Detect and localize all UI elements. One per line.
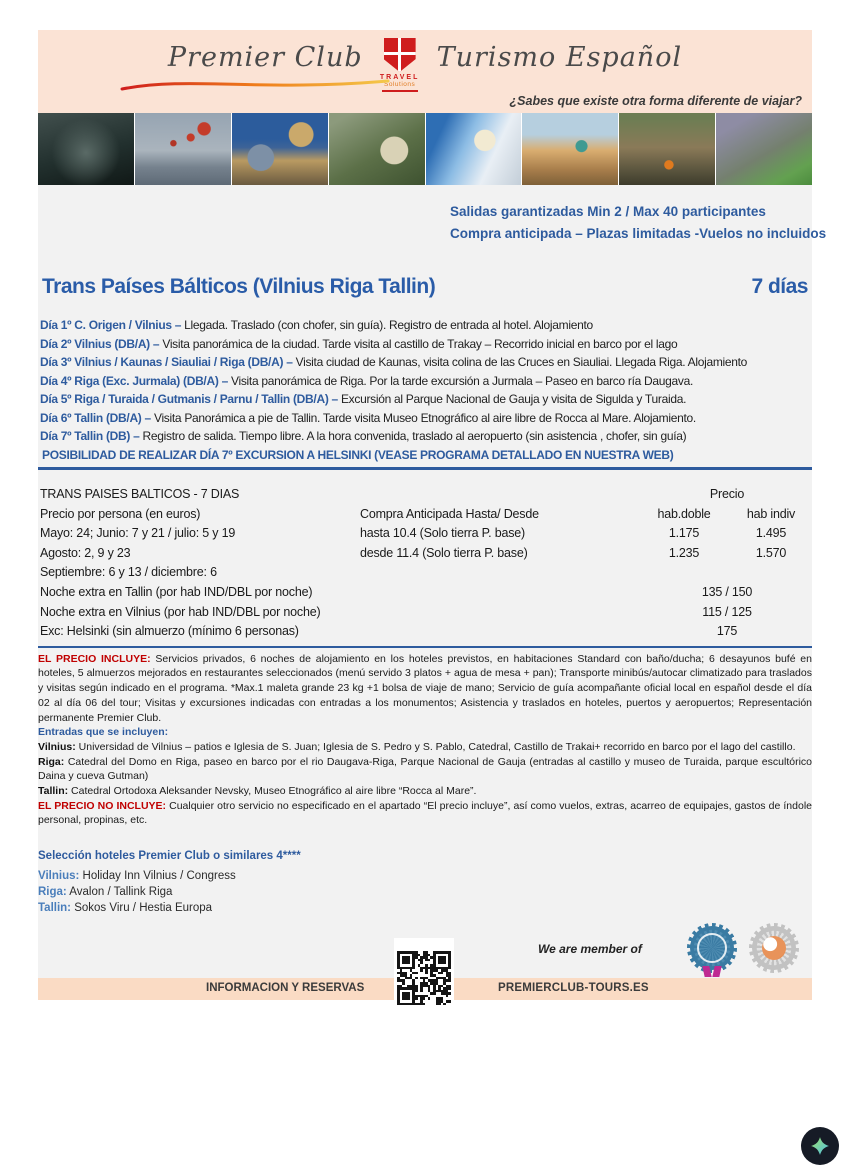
extra-value: 135 / 150 [701, 584, 753, 599]
website-link[interactable]: PREMIERCLUB-TOURS.ES [498, 982, 649, 995]
entries-riga-label: Riga: [38, 755, 65, 768]
col-header-doble: hab.doble [657, 506, 711, 521]
table-cell: desde 11.4 (Solo tierra P. base) [360, 545, 528, 560]
itinerary-day-6 [40, 409, 812, 428]
price-not-includes-label: EL PRECIO NO INCLUYE: [38, 799, 167, 812]
photo-palace-domes-dusk [232, 113, 328, 185]
brand-turismo-espanol: Turismo Español [436, 42, 683, 73]
extra-value: 115 / 125 [702, 604, 752, 619]
entries-tallin [38, 784, 812, 799]
col-header-persona: Precio por persona (en euros) [40, 506, 201, 521]
photo-city-wall-red-lanterns [135, 113, 231, 185]
member-of-text: We are member of [538, 942, 642, 957]
entries-riga [38, 755, 812, 784]
entries-vilnius [38, 740, 812, 755]
price-not-includes-paragraph [38, 799, 812, 828]
logo-travel-text: TRAVEL [379, 74, 420, 81]
photo-cathedral-aerial-park [329, 113, 425, 185]
itinerary-day-5 [40, 390, 812, 409]
day-1-label: Día 1º C. Origen / Vilnius – [40, 318, 182, 332]
membership-badge-silver-icon [752, 926, 796, 970]
tour-title-row [42, 275, 808, 299]
day-6-label: Día 6º Tallin (DB/A) – [40, 410, 151, 425]
hotel-riga-text: Avalon / Tallink Riga [66, 886, 173, 899]
day-2-label: Día 2º Vilnius (DB/A) – [40, 336, 160, 351]
hotel-riga-label: Riga: [38, 886, 67, 899]
table-cell: 1.235 [668, 545, 700, 560]
conditions-block [38, 652, 812, 828]
photo-old-desert-city [522, 113, 618, 185]
swoosh-decoration [120, 74, 390, 94]
hotel-tallin-label: Tallin: [38, 902, 72, 915]
hotel-riga [38, 884, 812, 900]
helsinki-possibility-note: POSIBILIDAD DE REALIZAR DÍA 7º EXCURSION A HELSINKI (VEASE PROGRAMA DETALLADO EN NUESTRA WEB) [42, 447, 674, 462]
four-point-star-icon [807, 1133, 833, 1159]
table-cell: 1.495 [755, 526, 787, 541]
price-not-includes-text: Cualquier otro servicio no especificado en el apartado “El precio incluye”, así como vuelos, extras, acarreo de equipajes, gastos de índole personal, propinas, etc. [38, 799, 812, 827]
day-7-label: Día 7º Tallin (DB) – [40, 429, 140, 443]
hotels-section [38, 848, 812, 916]
photo-strip [38, 113, 812, 185]
itinerary-day-4 [40, 372, 812, 391]
table-cell [728, 563, 814, 583]
day-4-label: Día 4º Riga (Exc. Jurmala) (DB/A) – [40, 373, 228, 388]
table-cell: Mayo: 24; Junio: 7 y 21 / julio: 5 y 19 [40, 526, 236, 541]
col-header-anticipada: Compra Anticipada Hasta/ Desde [360, 506, 539, 521]
notice-compra: Compra anticipada – Plazas limitadas -Vuelos no incluidos [450, 226, 827, 241]
photo-fishermen-at-night [38, 113, 134, 185]
day-2-text: Visita panorámica de la ciudad. Tarde visita al castillo de Trakay – Recorrido inicial en barco por el lago [159, 336, 678, 351]
itinerary-day-7 [40, 427, 812, 446]
entries-heading: Entradas que se incluyen: [38, 726, 169, 739]
tour-duration: 7 días [751, 275, 808, 298]
day-3-label: Día 3º Vilnius / Kaunas / Siauliai / Riga (DB/A) – [40, 355, 293, 369]
guarantee-notices [38, 185, 827, 245]
day-5-text: Excursión al Parque Nacional de Gauja y visita de Sigulda y Turaida. [337, 392, 687, 406]
shield-crest-icon [384, 38, 416, 72]
badge-ribbon-icon [704, 966, 721, 977]
itinerary-day-1 [40, 316, 812, 335]
notice-salidas: Salidas garantizadas Min 2 / Max 40 participantes [450, 204, 766, 219]
table-cell: hasta 10.4 (Solo tierra P. base) [360, 526, 525, 541]
floating-action-button[interactable] [801, 1127, 839, 1165]
day-1-text: Llegada. Traslado (con chofer, sin guía). Registro de entrada al hotel. Alojamiento [181, 318, 593, 332]
entries-vilnius-label: Vilnius: [38, 740, 76, 753]
hotel-vilnius-text: Holiday Inn Vilnius / Congress [79, 870, 236, 883]
divider-line [38, 467, 812, 470]
col-header-indiv: hab indiv [746, 506, 796, 521]
extra-label: Noche extra en Vilnius (por hab IND/DBL por noche) [40, 604, 321, 619]
hotel-vilnius-label: Vilnius: [38, 870, 80, 883]
itinerary-day-2 [40, 335, 812, 354]
photo-temple-ruins-monks [619, 113, 715, 185]
photo-white-cathedral-bridge [426, 113, 522, 185]
hotels-heading: Selección hoteles Premier Club o similares 4**** [38, 850, 301, 863]
table-cell: Agosto: 2, 9 y 23 [40, 545, 131, 560]
table-cell [360, 563, 640, 583]
table-cell: Septiembre: 6 y 13 / diciembre: 6 [40, 565, 217, 580]
tagline: ¿Sabes que existe otra forma diferente de viajar? [509, 94, 802, 108]
day-3-text: Visita ciudad de Kaunas, visita colina de las Cruces en Siauliai. Llegada Riga. Alojamiento [292, 355, 748, 369]
price-table [38, 485, 812, 642]
page-title: Trans Países Bálticos (Vilnius Riga Tallin) [42, 275, 436, 298]
extra-label: Exc: Helsinki (sin almuerzo (mínimo 6 personas) [40, 624, 299, 639]
logo-solutions-text: Solutions [384, 81, 416, 88]
hotel-tallin-text: Sokos Viru / Hestia Europa [71, 902, 213, 915]
qr-code [394, 938, 454, 1018]
brochure-header [38, 30, 812, 113]
entries-riga-text: Catedral del Domo en Riga, paseo en barco por el rio Daugava-Riga, Parque Nacional de Gauja (entradas al castillo y museo de Turaida, parque escultórico Daina y cueva Gutman) [38, 755, 812, 783]
entries-vilnius-text: Universidad de Vilnius – patios e Iglesia de S. Juan; Iglesia de S. Pedro y S. Pablo, Catedral, Castillo de Trakai+ recorrido en barco por el lago del castillo. [75, 740, 796, 753]
entries-tallin-label: Tallin: [38, 785, 69, 798]
table-cell: 1.175 [668, 526, 700, 541]
membership-badge-blue-icon [690, 926, 734, 970]
price-includes-text: Servicios privados, 6 noches de alojamiento en los hoteles previstos, en habitaciones Standard con baño/ducha; 6 desayunos bufé en hoteles, 5 almuerzos mejorados en restaurantes seleccionados (menú servido 3 platos + agua de mesa + pan); Transporte minibús/autocar climatizado para traslados y visitas según indicado en el programa. *Max.1 maleta grande 23 kg +1 bolsa de viaje de mano; Servicio de guía acompañante oficial local en español desde el día 02 al día 06 del tour; Visitas y excursiones indicadas con entradas a los monumentos; Asistencia y traslados en hoteles, puertos y aeropuertos; Representación permanente Premier Club. [38, 652, 812, 724]
itinerary-list [40, 316, 812, 464]
brochure-page [38, 30, 827, 995]
product-name: TRANS PAISES BALTICOS - 7 DIAS [40, 487, 240, 501]
day-7-text: Registro de salida. Tiempo libre. A la hora convenida, traslado al aeropuerto (sin asistencia , chofer, sin guía) [139, 429, 687, 443]
entries-tallin-text: Catedral Ortodoxa Aleksander Nevsky, Museo Etnográfico al aire libre “Rocca al Mare”. [68, 785, 477, 798]
table-cell: 1.570 [755, 545, 787, 560]
price-header: Precio [709, 487, 745, 501]
info-reservas-label: INFORMACION Y RESERVAS [206, 982, 365, 995]
hotel-tallin [38, 900, 812, 916]
price-includes-label: EL PRECIO INCLUYE: [38, 652, 151, 665]
extra-label: Noche extra en Tallin (por hab IND/DBL por noche) [40, 584, 313, 599]
day-6-text: Visita Panorámica a pie de Tallin. Tarde visita Museo Etnográfico al aire libre de Rocca al Mare. Alojamiento. [150, 410, 696, 425]
day-4-text: Visita panorámica de Riga. Por la tarde excursión a Jurmala – Paseo en barco ría Daugava. [227, 373, 694, 388]
footer-strip [38, 978, 812, 1000]
table-cell [640, 563, 728, 583]
itinerary-day-3 [40, 353, 812, 372]
divider-line [38, 646, 812, 648]
brand-premier-club: Premier Club [167, 42, 363, 73]
price-includes-paragraph [38, 652, 812, 726]
day-5-label: Día 5º Riga / Turaida / Gutmanis / Parnu / Tallin (DB/A) – [40, 392, 338, 406]
hotel-vilnius [38, 868, 812, 884]
extra-value: 175 [716, 624, 738, 639]
photo-hilltop-monastery-mountains [716, 113, 812, 185]
